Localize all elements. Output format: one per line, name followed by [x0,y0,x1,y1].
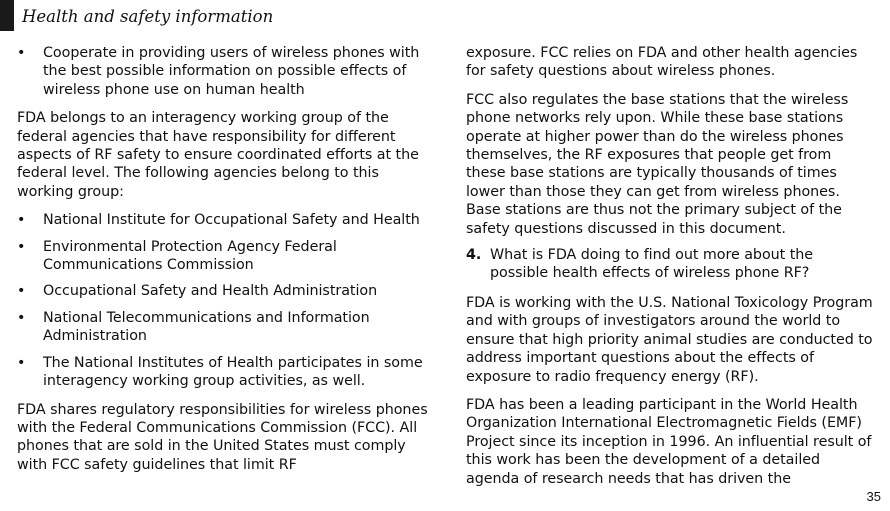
paragraph: FDA has been a leading participant in the World Health Organization International Electromagnetic Fields (EMF) Project since its inception in 1996. An influential result of this work has been the development of a detailed agenda of research needs that has driven the [466,396,872,487]
list-item: • Environmental Protection Agency Federal Communications Commission [17,238,429,275]
bullet-list-top [17,44,429,99]
numbered-question [466,246,874,283]
list-item: • National Telecommunications and Information Administration [17,309,429,346]
paragraph: FDA shares regulatory responsibilities for wireless phones with the Federal Communications Commission (FCC). All phones that are sold in the United States must comply with FCC safety guidelines that limit RF [17,401,428,473]
agency-list [17,211,429,390]
list-item: • The National Institutes of Health participates in some interagency working group activities, as well. [17,354,429,391]
right-column [466,44,874,498]
paragraph: FDA is working with the U.S. National Toxicology Program and with groups of investigators around the world to ensure that high priority animal studies are conducted to address important questions about the effects of exposure to radio frequency energy (RF). [466,294,873,385]
paragraph: FCC also regulates the base stations that the wireless phone networks rely upon. While these base stations operate at higher power than do the wireless phones themselves, the RF exposures that people get from these base stations are typically thousands of times lower than those they can get from wireless phones. Base stations are thus not the primary subject of the safety questions discussed in this document. [466,91,849,237]
paragraph: FDA belongs to an interagency working group of the federal agencies that have responsibility for different aspects of RF safety to ensure coordinated efforts at the federal level. The following agencies belong to this working group: [17,110,419,200]
question-number: 4. [466,247,482,264]
question-text: What is FDA doing to find out more about the possible health effects of wireless phone RF? [490,247,814,282]
left-column [17,44,429,484]
list-item: • Cooperate in providing users of wireless phones with the best possible information on possible effects of wireless phone use on human health [17,44,429,99]
list-item: • Occupational Safety and Health Administration [17,282,429,300]
paragraph: exposure. FCC relies on FDA and other health agencies for safety questions about wireless phones. [466,45,858,80]
header-bar [0,0,14,31]
list-item: • National Institute for Occupational Safety and Health [17,211,429,229]
page-header-title: Health and safety information [22,7,274,26]
page-number: 35 [866,489,881,504]
